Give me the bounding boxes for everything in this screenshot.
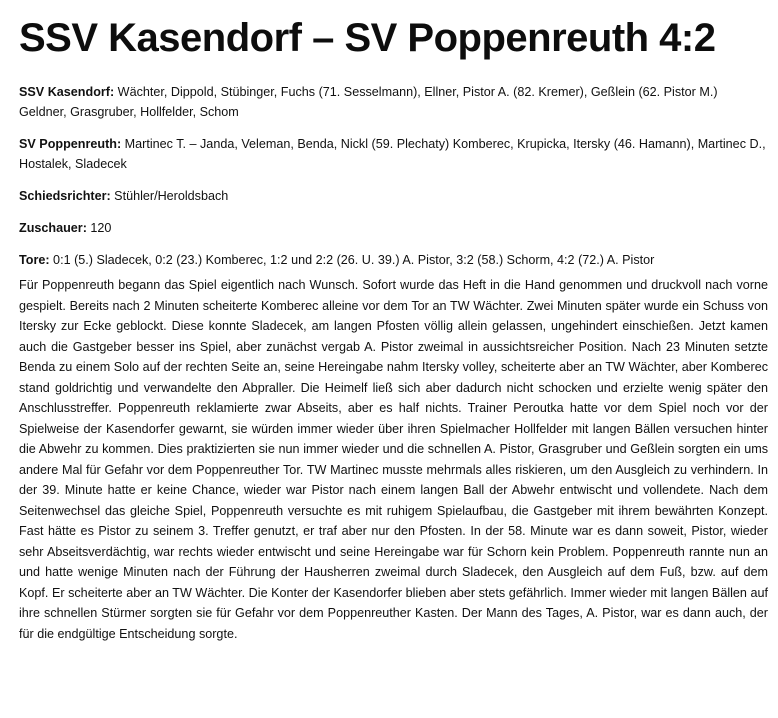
home-lineup-text: Wächter, Dippold, Stübinger, Fuchs (71. Sesselmann), Ellner, Pistor A. (82. Kremer), Geßlein (62. Pistor M.) Geldner, Grasgruber, Hollfelder, Schom	[19, 85, 718, 119]
referee-text: Stühler/Heroldsbach	[110, 189, 229, 203]
away-lineup	[19, 134, 768, 174]
spectators-text: 120	[86, 221, 112, 235]
referee-label: Schiedsrichter:	[19, 189, 111, 203]
match-title: SSV Kasendorf – SV Poppenreuth 4:2	[19, 16, 716, 60]
goals-label: Tore:	[19, 253, 50, 267]
referee-line	[19, 186, 768, 206]
match-report: Für Poppenreuth begann das Spiel eigentlich nach Wunsch. Sofort wurde das Heft in die Hand genommen und druckvoll nach vorne gespielt. Bereits nach 2 Minuten scheiterte Komberec alleine vor dem Tor an TW Wächter. Zwei Minuten später wurde ein Schuss von Itersky zur Ecke geblockt. Diese konnte Sladecek, am langen Pfosten völlig allein gelassen, ungehindert einschießen. Jetzt kamen auch die Gastgeber besser ins Spiel, aber zunächst vergab A. Pistor zweimal in aussichtsreicher Position. Nach 23 Minuten setzte Benda zu einem Solo auf der rechten Seite an, seine Hereingabe nahm Itersky volley, scheiterte aber an TW Wächter, aber Komberec stand goldrichtig und verwandelte den Abpraller. Die Heimelf ließ sich aber dadurch nicht schocken und erzielte wenig später den Anschlusstreffer. Poppenreuth reklamierte zwar Abseits, aber es half nichts. Trainer Peroutka hatte vor dem Spiel noch vor der Spielweise der Kasendorfer gewarnt, sie würden immer wieder über ihren Spielmacher Hollfelder mit langen Bällen versuchen hinter die Abwehr zu kommen. Dies praktizierten sie nun immer wieder und die schnellen A. Pistor, Grasgruber und Geßlein sorgten ein ums andere Mal für Gefahr vor dem Poppenreuther Tor. TW Martinec musste mehrmals alles riskieren, um den Ausgleich zu verhindern. In der 39. Minute hatte er keine Chance, wieder war Pistor nach einem langen Ball der Abwehr entwischt und vollendete. Nach dem Seitenwechsel das gleiche Spiel, Poppenreuth versuchte es mit ruhigem Spielaufbau, die Gastgeber mit ihrem bewährten Konzept. Fast hätte es Pistor zu seinem 3. Treffer genutzt, er traf aber nur den Pfosten. In der 58. Minute war es dann soweit, Pistor, wieder sehr Abseitsverdächtig, war rechts wieder entwischt und seine Hereingabe war für Schorn kein Problem. Poppenreuth rannte nun an und hatte wenige Minuten nach der Führung der Hausherren zweimal durch Sladecek, den Ausgleich auf dem Fuß, bzw. auf dem Kopf. Er scheiterte aber an TW Wächter. Die Konter der Kasendorfer blieben aber stets gefährlich. Immer wieder mit langen Bällen auf ihre schnellen Stürmer sorgten sie für Gefahr vor dem Poppenreuther Kasten. Der Mann des Tages, A. Pistor, war es dann auch, der für die endgültige Entscheidung sorgte.	[19, 278, 768, 641]
away-lineup-text: Martinec T. – Janda, Veleman, Benda, Nickl (59. Plechaty) Komberec, Krupicka, Itersky (46. Hamann), Martinec D., Hostalek, Sladecek	[19, 137, 766, 171]
goals-line	[19, 250, 768, 270]
away-team-label: SV Poppenreuth:	[19, 137, 122, 151]
home-lineup	[19, 82, 768, 122]
home-team-label: SSV Kasendorf:	[19, 85, 115, 99]
goals-text: 0:1 (5.) Sladecek, 0:2 (23.) Komberec, 1:2 und 2:2 (26. U. 39.) A. Pistor, 3:2 (58.) Schorm, 4:2 (72.) A. Pistor	[49, 253, 655, 267]
spectators-line	[19, 218, 768, 238]
spectators-label: Zuschauer:	[19, 221, 87, 235]
